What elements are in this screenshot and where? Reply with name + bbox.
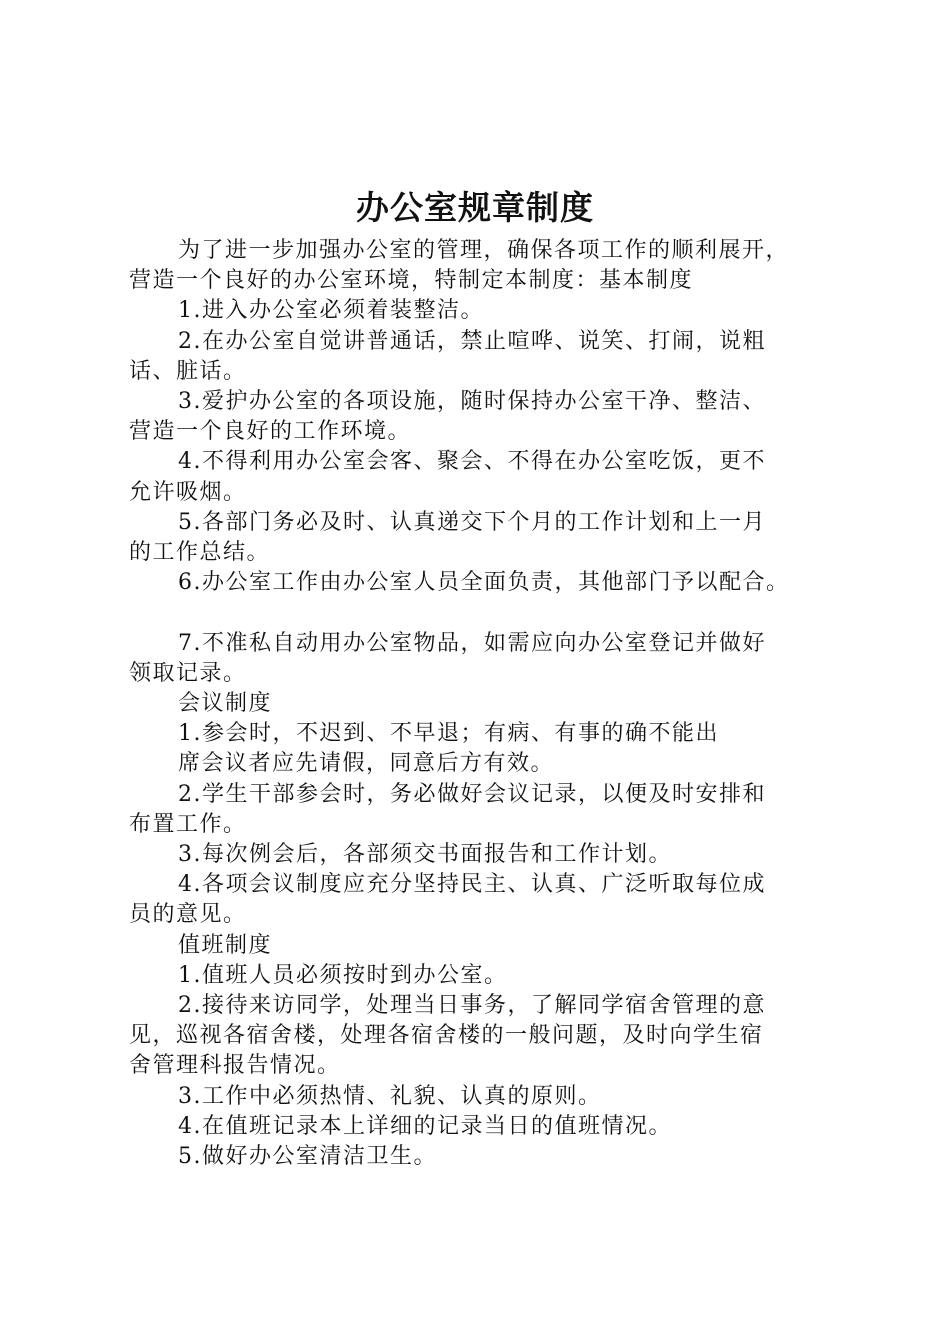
meeting-rule-2-line-2: 布置工作。 (129, 811, 247, 837)
duty-rule-3: 3.工作中必须热情、礼貌、认真的原则。 (178, 1083, 602, 1109)
meeting-rule-1-line-2: 席会议者应先请假，同意后方有效。 (178, 751, 555, 777)
section-heading-meeting: 会议制度 (178, 691, 273, 717)
basic-rule-7-line-2: 领取记录。 (129, 660, 247, 686)
basic-rule-3-line-1: 3.爱护办公室的各项设施，随时保持办公室干净、整洁、 (178, 389, 766, 415)
basic-rule-2-line-2: 话、脏话。 (129, 358, 247, 384)
basic-rule-5-line-2: 的工作总结。 (129, 540, 271, 566)
duty-rule-1: 1.值班人员必须按时到办公室。 (178, 962, 508, 988)
section-heading-duty: 值班制度 (178, 932, 273, 958)
meeting-rule-3: 3.每次例会后，各部须交书面报告和工作计划。 (178, 842, 672, 868)
basic-rule-6: 6.办公室工作由办公室人员全面负责，其他部门予以配合。 (178, 570, 790, 596)
duty-rule-5: 5.做好办公室清洁卫生。 (178, 1144, 437, 1170)
basic-rule-7-line-1: 7.不准私自动用办公室物品，如需应向办公室登记并做好 (178, 630, 766, 656)
duty-rule-2-line-3: 舍管理科报告情况。 (129, 1053, 341, 1079)
basic-rule-1: 1.进入办公室必须着装整洁。 (178, 298, 484, 324)
document-title: 办公室规章制度 (356, 188, 594, 227)
paragraph-gap (129, 598, 839, 628)
duty-rule-2-line-2: 见，巡视各宿舍楼，处理各宿舍楼的一般问题，及时向学生宿 (129, 1023, 764, 1049)
intro-line-1: 为了进一步加强办公室的管理，确保各项工作的顺利展开， (178, 238, 790, 263)
meeting-rule-1-line-1: 1.参会时，不迟到、不早退；有病、有事的确不能出 (178, 721, 719, 747)
basic-rule-4-line-2: 允许吸烟。 (129, 479, 247, 505)
meeting-rule-2-line-1: 2.学生干部参会时，务必做好会议记录，以便及时安排和 (178, 781, 766, 807)
intro-line-2: 营造一个良好的办公室环境，特制定本制度：基本制度 (129, 268, 694, 294)
meeting-rule-4-line-1: 4.各项会议制度应充分坚持民主、认真、广泛听取每位成 (178, 872, 766, 898)
basic-rule-3-line-2: 营造一个良好的工作环境。 (129, 419, 412, 445)
meeting-rule-4-line-2: 员的意见。 (129, 902, 247, 928)
document-body (129, 236, 839, 1172)
basic-rule-4-line-1: 4.不得利用办公室会客、聚会、不得在办公室吃饭，更不 (178, 449, 766, 475)
basic-rule-2-line-1: 2.在办公室自觉讲普通话，禁止喧哗、说笑、打闹，说粗 (178, 328, 766, 354)
duty-rule-4: 4.在值班记录本上详细的记录当日的值班情况。 (178, 1113, 672, 1139)
duty-rule-2-line-1: 2.接待来访同学，处理当日事务，了解同学宿舍管理的意 (178, 993, 766, 1019)
basic-rule-5-line-1: 5.各部门务必及时、认真递交下个月的工作计划和上一月 (178, 509, 766, 535)
